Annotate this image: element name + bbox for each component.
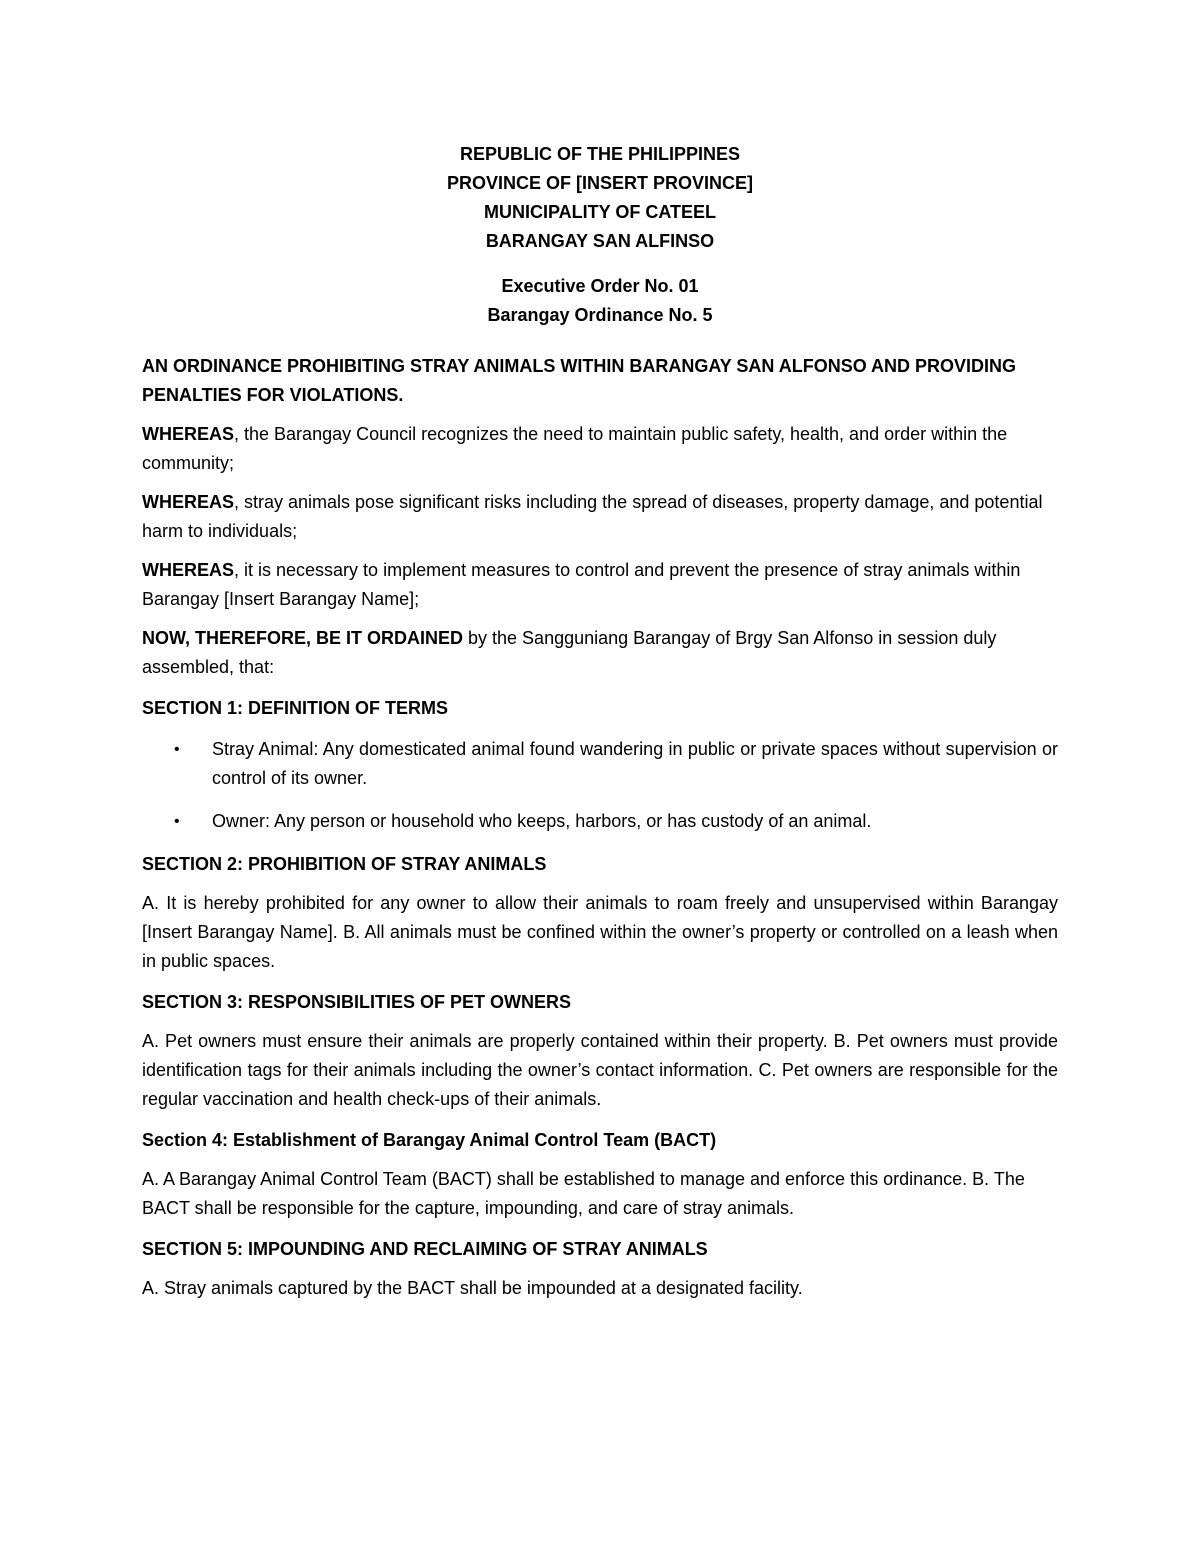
whereas-clause-2: [142, 488, 1058, 546]
document-header: [142, 140, 1058, 256]
section-5-body: A. Stray animals captured by the BACT shall be impounded at a designated facility.: [142, 1278, 803, 1298]
section-4-heading: Section 4: Establishment of Barangay Animal Control Team (BACT): [142, 1130, 717, 1150]
ordained-lead: NOW, THEREFORE, BE IT ORDAINED: [142, 628, 464, 648]
ordinance-number: Barangay Ordinance No. 5: [487, 305, 713, 325]
section-5-heading: SECTION 5: IMPOUNDING AND RECLAIMING OF STRAY ANIMALS: [142, 1239, 708, 1259]
section-3-heading: SECTION 3: RESPONSIBILITIES OF PET OWNERS: [142, 992, 572, 1012]
executive-order-number: Executive Order No. 01: [501, 276, 699, 296]
whereas-lead: WHEREAS: [142, 492, 235, 512]
definition-list: [142, 735, 1058, 836]
ordained-clause: [142, 624, 1058, 682]
bullet-icon: •: [174, 741, 180, 758]
section-1-heading: SECTION 1: DEFINITION OF TERMS: [142, 698, 449, 718]
ordinance-title: AN ORDINANCE PROHIBITING STRAY ANIMALS WITHIN BARANGAY SAN ALFONSO AND PROVIDING PENALTIES FOR VIOLATIONS.: [142, 356, 1017, 405]
section-4-body: A. A Barangay Animal Control Team (BACT) shall be established to manage and enforce this ordinance. B. The BACT shall be responsible for the capture, impounding, and care of stray animals.: [142, 1169, 1025, 1218]
section-2-body: A. It is hereby prohibited for any owner to allow their animals to roam freely and unsupervised within Barangay [Insert Barangay Name]. B. All animals must be confined within the owner’s property or controlled on a leash when in public spaces.: [142, 893, 1058, 971]
document-body: [142, 140, 1058, 1303]
list-item: [142, 807, 1058, 836]
whereas-lead: WHEREAS: [142, 424, 235, 444]
header-barangay: BARANGAY SAN ALFINSO: [485, 231, 715, 251]
ordained-text: by the Sangguniang Barangay of Brgy San Alfonso in session duly assembled, that:: [142, 628, 997, 677]
document-subheader: [142, 272, 1058, 330]
whereas-lead: WHEREAS: [142, 560, 235, 580]
whereas-text: , stray animals pose significant risks including the spread of diseases, property damage, and potential harm to individuals;: [142, 492, 1043, 541]
bullet-icon: •: [174, 813, 180, 830]
list-item: [142, 735, 1058, 793]
section-2-heading: SECTION 2: PROHIBITION OF STRAY ANIMALS: [142, 854, 547, 874]
term-stray-animal: Stray Animal: Any domesticated animal found wandering in public or private spaces without supervision or control of its owner.: [212, 739, 1058, 788]
header-municipality: MUNICIPALITY OF CATEEL: [484, 202, 716, 222]
header-republic: REPUBLIC OF THE PHILIPPINES: [459, 144, 741, 164]
whereas-clause-1: [142, 420, 1058, 478]
whereas-text: , it is necessary to implement measures to control and prevent the presence of stray animals within Barangay [Insert Barangay Name];: [142, 560, 1021, 609]
header-province: PROVINCE OF [INSERT PROVINCE]: [446, 173, 754, 193]
whereas-clause-3: [142, 556, 1058, 614]
term-owner: Owner: Any person or household who keeps, harbors, or has custody of an animal.: [212, 811, 872, 831]
section-3-body: A. Pet owners must ensure their animals are properly contained within their property. B. Pet owners must provide identification tags for their animals including the owner’s contact information. C. Pet owners are responsible for the regular vaccination and health check-ups of their animals.: [142, 1031, 1058, 1109]
whereas-text: , the Barangay Council recognizes the need to maintain public safety, health, and order within the community;: [142, 424, 1008, 473]
